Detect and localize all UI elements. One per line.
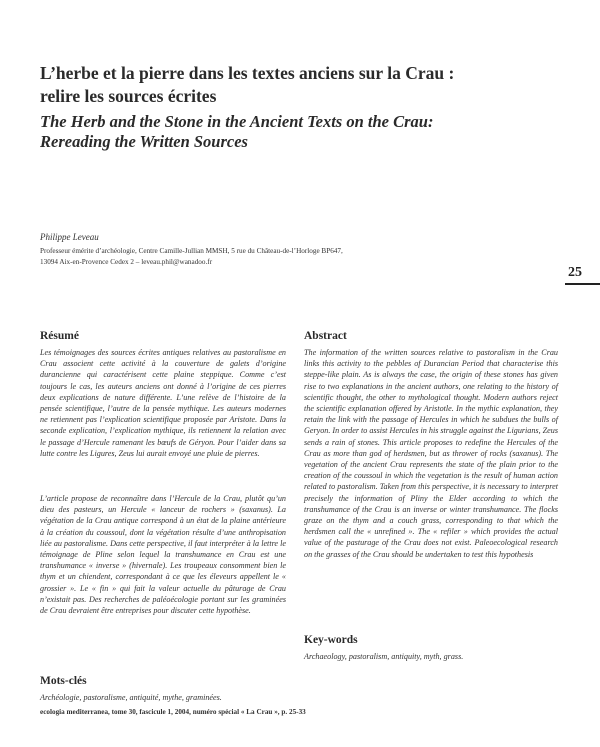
affiliation-line-1: Professeur émérite d’archéologie, Centre Camille-Jullian MMSH, 5 rue du Château-de-l’Horloge BP647, [40, 247, 343, 255]
mots-cles-text: Archéologie, pastoralisme, antiquité, mythe, graminées. [40, 693, 222, 702]
author-name: Philippe Leveau [40, 232, 99, 242]
title-french [40, 62, 560, 108]
abstract-heading: Abstract [304, 330, 347, 342]
title-french-line-1: L’herbe et la pierre dans les textes anciens sur la Crau : [40, 63, 455, 83]
author-affiliation [40, 246, 520, 267]
affiliation-line-2: 13094 Aix-en-Provence Cedex 2 – leveau.phil@wanadoo.fr [40, 257, 213, 266]
title-english-line-2: Rereading the Written Sources [40, 132, 248, 151]
keywords-heading: Key-words [304, 634, 358, 646]
resume-heading: Résumé [40, 330, 79, 342]
title-english-line-1: The Herb and the Stone in the Ancient Texts on the Crau: [40, 112, 434, 131]
page-number: 25 [568, 265, 582, 280]
abstract-text: The information of the written sources relative to pastoralism in the Crau links this activity to the pebbles of Durancian Period that characterise this steppe-like plain. As is always the case, the origin of these stones has given rise to two explanations in the ancient authors, one relating to the history of scientific thought, the other to mythological thought. Modern authors reject the scientific explanation offered by Aristotle. In the mythic explanation, they retain the link with the passage of Hercules in which he subdues the bulls of Geryon. In order to assist Hercules in his struggle against the Ligurians, Zeus sends a rain of stones. This article proposes to redefine the Hercules of the Crau as more than god of herdsmen, but as thrower of rocks (saxanus). The vegetation of the ancient Crau represents the state of the plain prior to the creation of the coussoul in which the vegetation is the result of human action related to pastoralism. Taken from this perspective, it is necessary to interpret precisely the information of Pliny the Elder according to which the transhumance of the Crau is an inverse or winter transhumance. The flocks graze on the thym and a couch grass, corresponding to that which the herdsmen call the « unrefined ». The « refiler » which provides the actual value of the pasturage of the Crau does not exist. Paleoecological research on the grasses of the Crau should be undertaken to test this hypothesis [304, 348, 558, 559]
title-english [40, 112, 560, 152]
journal-footer: ecologia mediterranea, tome 30, fascicule 1, 2004, numéro spécial « La Crau », p. 25-33 [40, 708, 306, 716]
resume-paragraph-2: L’article propose de reconnaître dans l’Hercule de la Crau, plutôt qu’un dieu des pasteurs, un Hercule « lanceur de rochers » (saxanus). La végétation de la Crau antique correspond à un état de la plaine antérieure à la création du coussoul, dont la végétation résulte d’une anthropisation liée au pastoralisme. Dans cette perspective, il faut interpréter à la lettre le témoignage de Pline selon lequel la transhumance en Crau est une transhumance « inverse » (hivernale). Les troupeaux consomment bien le thym et un chiendent, correspondant à ce que les éleveurs appellent le « grossier ». Le « fin » qui fait la valeur actuelle du pâturage de Crau n’existait pas. Des recherches de paléoécologie portant sur les graminées de Crau devraient être entreprises pour discuter cette hypothèse. [40, 494, 286, 616]
keywords-text: Archaeology, pastoralism, antiquity, myth, grass. [304, 652, 464, 661]
resume-paragraph-1: Les témoignages des sources écrites antiques relatives au pastoralisme en Crau associent cette activité à la couverture de galets d’origine durancienne qui caractérisent cette plaine steppique. Comme c’est toujours le cas, les auteurs anciens ont donné à l’origine de ces pierres deux explications de nature différente. L’une relève de l’histoire de la pensée scientifique, l’autre de la pensée mythique. Les auteurs modernes ne retiennent pas l’explication scientifique proposée par Aristote. Dans la seconde explication, l’explication mythique, ils retiennent la relation avec le passage d’Hercule ramenant les bœufs de Géryon. Pour l’aider dans sa lutte contre les Ligures, Zeus lui aurait envoyé une pluie de pierres. [40, 348, 286, 458]
title-french-line-2: relire les sources écrites [40, 86, 217, 106]
mots-cles-heading: Mots-clés [40, 675, 87, 687]
page-number-rule [565, 283, 600, 285]
